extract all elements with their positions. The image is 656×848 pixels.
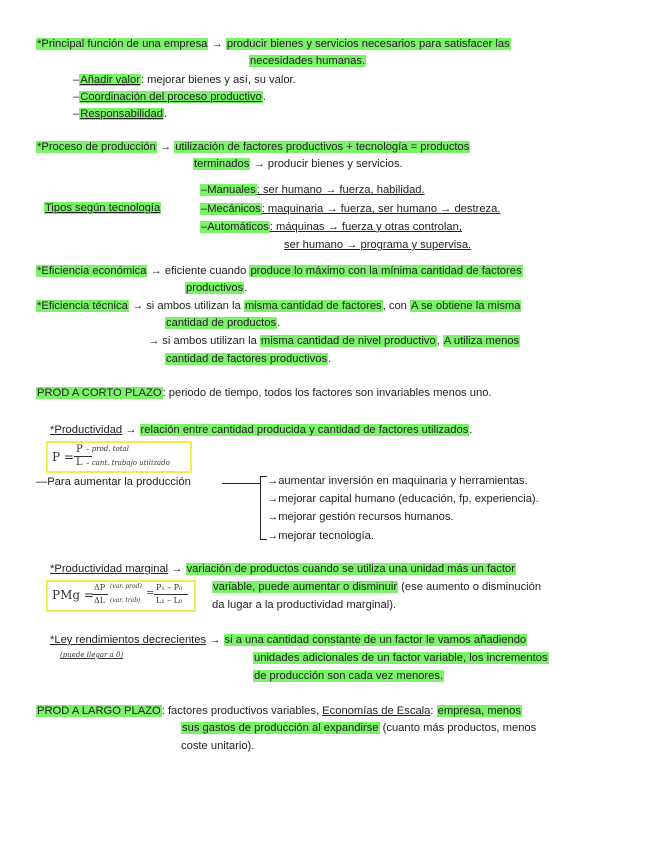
corto-text: : periodo de tiempo, todos los factores son invariables menos uno. [162, 387, 492, 399]
productividad-label: *Productividad [50, 424, 123, 436]
largo-hl-2: sus gastos de producción al expandirse [182, 722, 379, 734]
productividad-formula-box [46, 441, 192, 473]
tecnica-hl-3: cantidad de productos [166, 317, 277, 329]
eficiencia-economica-1 [36, 264, 523, 278]
eficiencia-economica-2 [185, 281, 247, 295]
ley-line-2 [253, 651, 549, 665]
dash: – [73, 74, 80, 86]
economica-hl-1: produce lo máximo con la mínima cantidad de factores [250, 265, 522, 277]
tipos-label-line [44, 201, 161, 215]
item-label: Responsabilidad [80, 108, 163, 120]
colon: : [430, 705, 437, 717]
largo-line-3 [181, 739, 254, 753]
option-2 [267, 492, 539, 506]
tecnica-hl-1: misma cantidad de factores [244, 300, 382, 312]
period: . [244, 282, 248, 294]
marginal-line-3-text: da lugar a la productividad marginal). [212, 599, 397, 611]
formula-lhs: P = [52, 450, 74, 464]
option-1 [267, 474, 528, 488]
productividad-text: relación entre cantidad producida y cantidad de factores utilizados [140, 424, 469, 436]
marginal-hl-1: variación de productos cuando se utiliza una unidad más un factor [186, 563, 515, 575]
eficiencia-tecnica-4 [165, 352, 331, 366]
largo-rest-2: (cuanto más productos, menos [379, 722, 537, 734]
principal-item-1 [73, 73, 296, 87]
fraction-bar [92, 594, 108, 595]
marginal-line-2 [212, 580, 541, 594]
marginal-label: *Productividad marginal [50, 563, 169, 575]
tecnica-hl-2: A se obtiene la misma [411, 300, 521, 312]
principal-line-1 [36, 37, 511, 51]
proceso-line-1 [36, 140, 470, 154]
tipos-manuales [200, 183, 425, 197]
ley-hl-2: unidades adicionales de un factor variable, los incrementos [254, 652, 548, 664]
proceso-text-1: utilización de factores productivos + tecnología = productos [175, 141, 470, 153]
largo-line-1 [36, 704, 522, 718]
manuales-rest: : ser humano → fuerza, habilidad. [256, 184, 425, 196]
tecnica2-hl-2: A utiliza menos [443, 335, 520, 347]
option-text: →aumentar inversión en maquinaria y herramientas. [267, 475, 528, 487]
largo-line-2 [181, 721, 536, 735]
option-3 [267, 510, 454, 524]
tecnica-mid-2: , con [382, 300, 411, 312]
marginal-formula-box [46, 580, 196, 612]
formula-den-note: – cant. trabajo utilizado [86, 459, 170, 467]
automaticos-rest-2: ser humano → programa y supervisa. [284, 239, 472, 251]
largo-mid: : factores productivos variables, [161, 705, 323, 717]
tecnica2-mid-2: , [436, 335, 443, 347]
mecanicos-rest: : maquinaria → fuerza, ser humano → destreza. [261, 203, 501, 215]
tecnica2-hl-3: cantidad de factores productivos [166, 353, 328, 365]
economica-mid: → eficiente cuando [147, 265, 250, 277]
fraction-bar [154, 594, 188, 595]
tecnica-mid: → si ambos utilizan la [128, 300, 244, 312]
option-4 [267, 529, 374, 543]
marginal-line-1 [50, 562, 516, 576]
arrow: → [122, 424, 140, 436]
formula-num: P [76, 444, 83, 455]
connector-line [222, 483, 260, 484]
item-label: Añadir valor [80, 74, 140, 86]
largo-esc: Economías de Escala [322, 705, 431, 717]
period: . [277, 317, 281, 329]
proceso-label: *Proceso de producción [37, 141, 156, 153]
tipos-mecanicos [200, 202, 500, 216]
option-text: →mejorar gestión recursos humanos. [267, 511, 454, 523]
principal-item-2 [73, 90, 266, 104]
formula-note-1: (var. prod) [110, 583, 142, 590]
tipos-automaticos-2 [284, 238, 471, 252]
largo-line-3-text: coste unitario). [181, 740, 255, 752]
productividad-line [50, 423, 472, 437]
proceso-line-2 [193, 157, 403, 171]
corto-plazo-line [36, 386, 492, 400]
proceso-text-2a: terminados [194, 158, 250, 170]
period: . [469, 424, 473, 436]
eficiencia-tecnica-1 [36, 299, 521, 313]
aumentar-label-line [36, 475, 191, 489]
formula-note-2: (var. trab) [110, 597, 141, 604]
economica-label: *Eficiencia económica [37, 265, 147, 277]
arrow: → [211, 38, 223, 50]
tipos-automaticos [200, 220, 462, 234]
arrow: → [206, 634, 224, 646]
tecnica-label: *Eficiencia técnica [37, 300, 128, 312]
ley-label: *Ley rendimientos decrecientes [50, 634, 207, 646]
formula-eq: = [146, 588, 155, 599]
item-label: Coordinación del proceso productivo [80, 91, 262, 103]
economica-hl-2: productivos [186, 282, 244, 294]
formula-num-note: – prod. total [86, 445, 129, 453]
formula-den-1: ΔL [94, 596, 106, 605]
option-text: →mejorar capital humano (educación, fp, experiencia). [267, 493, 539, 505]
dash: – [73, 91, 80, 103]
arrow: → [159, 141, 172, 153]
tecnica2-hl-1: misma cantidad de nivel productivo [260, 335, 436, 347]
automaticos-rest-1: : máquinas → fuerza y otras controlan, [269, 221, 462, 233]
ley-line-3 [253, 669, 444, 683]
eficiencia-tecnica-2 [165, 316, 280, 330]
ley-hl-1: si a una cantidad constante de un factor le vamos añadiendo [224, 634, 527, 646]
dash: – [73, 108, 80, 120]
marginal-rest-2: (ese aumento o disminución [398, 581, 542, 593]
principal-item-3 [73, 107, 167, 121]
largo-hl-1: empresa, menos [437, 705, 521, 717]
item-rest: . [262, 91, 266, 103]
principal-label: *Principal función de una empresa [37, 38, 208, 50]
aumentar-label: —Para aumentar la producción [36, 476, 191, 488]
item-rest: : mejorar bienes y así, su valor. [140, 74, 296, 86]
options-brace [260, 476, 267, 540]
formula-num-2: P₁ – P₀ [156, 583, 183, 592]
formula-lhs: PMg = [52, 588, 94, 602]
corto-label: PROD A CORTO PLAZO [37, 387, 162, 399]
principal-text-2: necesidades humanas. [250, 55, 366, 67]
marginal-hl-2: variable, puede aumentar o disminuir [213, 581, 398, 593]
period: . [328, 353, 332, 365]
ley-line-1 [50, 633, 527, 647]
ley-note: (puede llegar a 0) [60, 651, 124, 659]
formula-num-1: ΔP [94, 583, 106, 592]
principal-line-2 [249, 54, 366, 68]
formula-den: L [76, 457, 83, 468]
proceso-text-2b: → producir bienes y servicios. [250, 158, 403, 170]
tipos-label: Tipos según tecnología [45, 202, 161, 214]
marginal-line-3 [212, 598, 396, 612]
eficiencia-tecnica-3 [148, 334, 520, 348]
ley-hl-3: de producción son cada vez menores. [254, 670, 444, 682]
principal-text-1: producir bienes y servicios necesarios para satisfacer las [226, 38, 510, 50]
manuales-label: –Manuales [201, 184, 256, 196]
item-rest: . [163, 108, 168, 120]
option-text: →mejorar tecnología. [267, 530, 374, 542]
automaticos-label: –Automáticos [201, 221, 269, 233]
mecanicos-label: –Mecánicos [201, 203, 261, 215]
arrow: → [168, 563, 186, 575]
largo-label: PROD A LARGO PLAZO [37, 705, 161, 717]
formula-den-2: L₁ – L₀ [156, 596, 183, 605]
tecnica2-mid: → si ambos utilizan la [148, 335, 260, 347]
